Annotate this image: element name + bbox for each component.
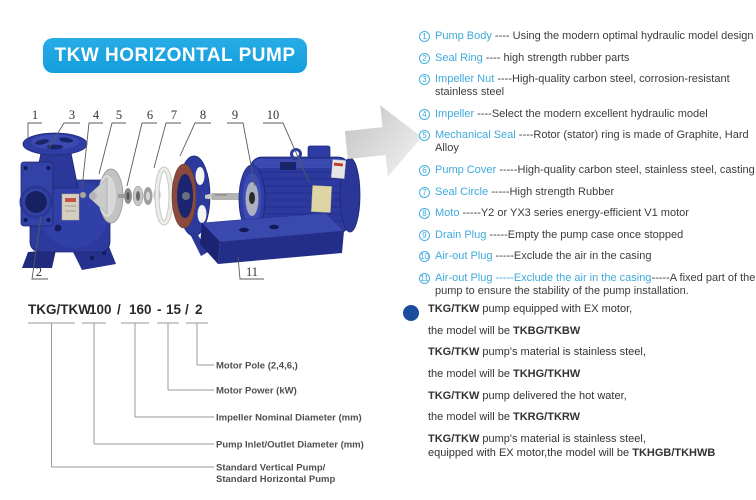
part-number-badge: 6 xyxy=(419,165,430,176)
model-code-label: Standard Vertical Pump/ xyxy=(216,462,326,474)
model-code-part: 160 xyxy=(129,302,152,317)
part-text: Impeller ----Select the modern excellent hydraulic model xyxy=(435,107,708,120)
part-number-badge: 5 xyxy=(419,130,430,141)
bullet-circle-icon xyxy=(403,305,419,321)
base-plate-illustration xyxy=(200,213,344,264)
model-code-part: 15 xyxy=(166,302,182,317)
part-text: Seal Circle -----High strength Rubber xyxy=(435,185,615,198)
parts-list xyxy=(419,30,756,307)
part-list-item xyxy=(419,73,756,99)
part-list-item xyxy=(419,272,756,298)
part-text: Pump Body ---- Using the modern optimal hydraulic model design xyxy=(435,30,754,42)
part-number-badge: 11 xyxy=(420,273,429,283)
callout-number: 6 xyxy=(146,108,154,122)
part-list-item xyxy=(419,229,756,242)
callout-number: 5 xyxy=(115,108,123,122)
model-code-label: Pump Inlet/Outlet Diameter (mm) xyxy=(216,439,364,451)
model-code-part: 100 xyxy=(89,302,112,317)
variant-line: TKG/TKW pump delivered the hot water, xyxy=(428,389,627,402)
variant-line: TKG/TKW pump equipped with EX motor, xyxy=(428,303,633,315)
model-code-label: Impeller Nominal Diameter (mm) xyxy=(216,412,362,424)
seal-circle-illustration xyxy=(157,169,171,223)
part-list-item xyxy=(419,207,756,220)
part-text: Pump Cover -----High-quality carbon steel, stainless steel, casting xyxy=(435,163,755,176)
model-code-part: TKG/TKW xyxy=(28,302,91,317)
right-arrow-icon xyxy=(342,93,429,189)
part-list-item xyxy=(419,250,756,263)
part-number-badge: 4 xyxy=(419,109,430,120)
callout-number: 7 xyxy=(170,108,178,122)
model-code-part: 2 xyxy=(195,302,203,317)
part-list-item xyxy=(419,52,756,65)
variants-section xyxy=(400,303,756,469)
variant-line: the model will be TKRG/TKRW xyxy=(428,411,581,424)
page-title: TKW HORIZONTAL PUMP xyxy=(54,44,296,66)
part-text: Moto -----Y2 or YX3 series energy-efficient V1 motor xyxy=(435,207,689,220)
part-number-badge: 8 xyxy=(419,208,430,219)
part-text: Air-out Plug -----Exclude the air in the casing xyxy=(435,250,652,263)
callout-number: 10 xyxy=(266,108,280,122)
model-code-part: - xyxy=(157,302,162,317)
callout-number: 2 xyxy=(35,265,43,279)
part-text: Seal Ring ---- high strength rubber parts xyxy=(435,51,630,64)
model-code-label: Motor Pole (2,4,6,) xyxy=(216,360,298,372)
variant-line: the model will be TKHG/TKHW xyxy=(428,368,581,381)
part-list-item xyxy=(419,164,756,177)
variant-line: the model will be TKBG/TKBW xyxy=(428,324,581,337)
part-number-badge: 10 xyxy=(420,252,429,262)
variant-line: equipped with EX motor,the model will be TKHGB/TKHWB xyxy=(428,447,716,460)
part-text: Mechanical Seal ----Rotor (stator) ring is made of Graphite, Hard Alloy xyxy=(435,129,749,155)
impeller-nut-illustration xyxy=(80,192,86,198)
part-list-item xyxy=(419,30,756,43)
model-code-part: / xyxy=(117,302,121,317)
model-code-label: Standard Horizontal Pump xyxy=(216,474,336,485)
callout-number: 3 xyxy=(68,108,76,122)
mechanical-seal-illustration xyxy=(118,186,161,206)
callout-number: 8 xyxy=(199,108,207,122)
part-text: Impeller Nut ----High-quality carbon steel, corrosion-resistant stainless steel xyxy=(435,73,730,99)
part-number-badge: 3 xyxy=(419,74,430,85)
model-code-part: / xyxy=(185,302,189,317)
model-code-label: Motor Power (kW) xyxy=(216,385,297,397)
title-banner xyxy=(43,38,307,73)
variant-line: TKG/TKW pump's material is stainless steel, xyxy=(428,346,646,359)
model-code-breakdown xyxy=(18,294,388,494)
part-text: Drain Plug -----Empty the pump case once stopped xyxy=(435,228,684,241)
callout-number: 1 xyxy=(31,108,39,122)
part-list-item xyxy=(419,108,756,121)
variant-lines xyxy=(400,303,756,461)
part-number-badge: 2 xyxy=(419,53,430,64)
part-number-badge: 1 xyxy=(419,31,430,42)
variant-line: TKG/TKW pump's material is stainless steel, xyxy=(428,433,646,446)
part-number-badge: 7 xyxy=(419,187,430,198)
part-list-item xyxy=(419,186,756,199)
part-number-badge: 9 xyxy=(419,230,430,241)
callout-number: 11 xyxy=(245,265,259,279)
part-list-item xyxy=(419,129,756,155)
part-text: Air-out Plug -----Exclude the air in the casing-----A fixed part of the pump to ensure the stability of the pump installation. xyxy=(435,271,756,297)
callout-number: 9 xyxy=(231,108,239,122)
callout-number: 4 xyxy=(92,108,100,122)
